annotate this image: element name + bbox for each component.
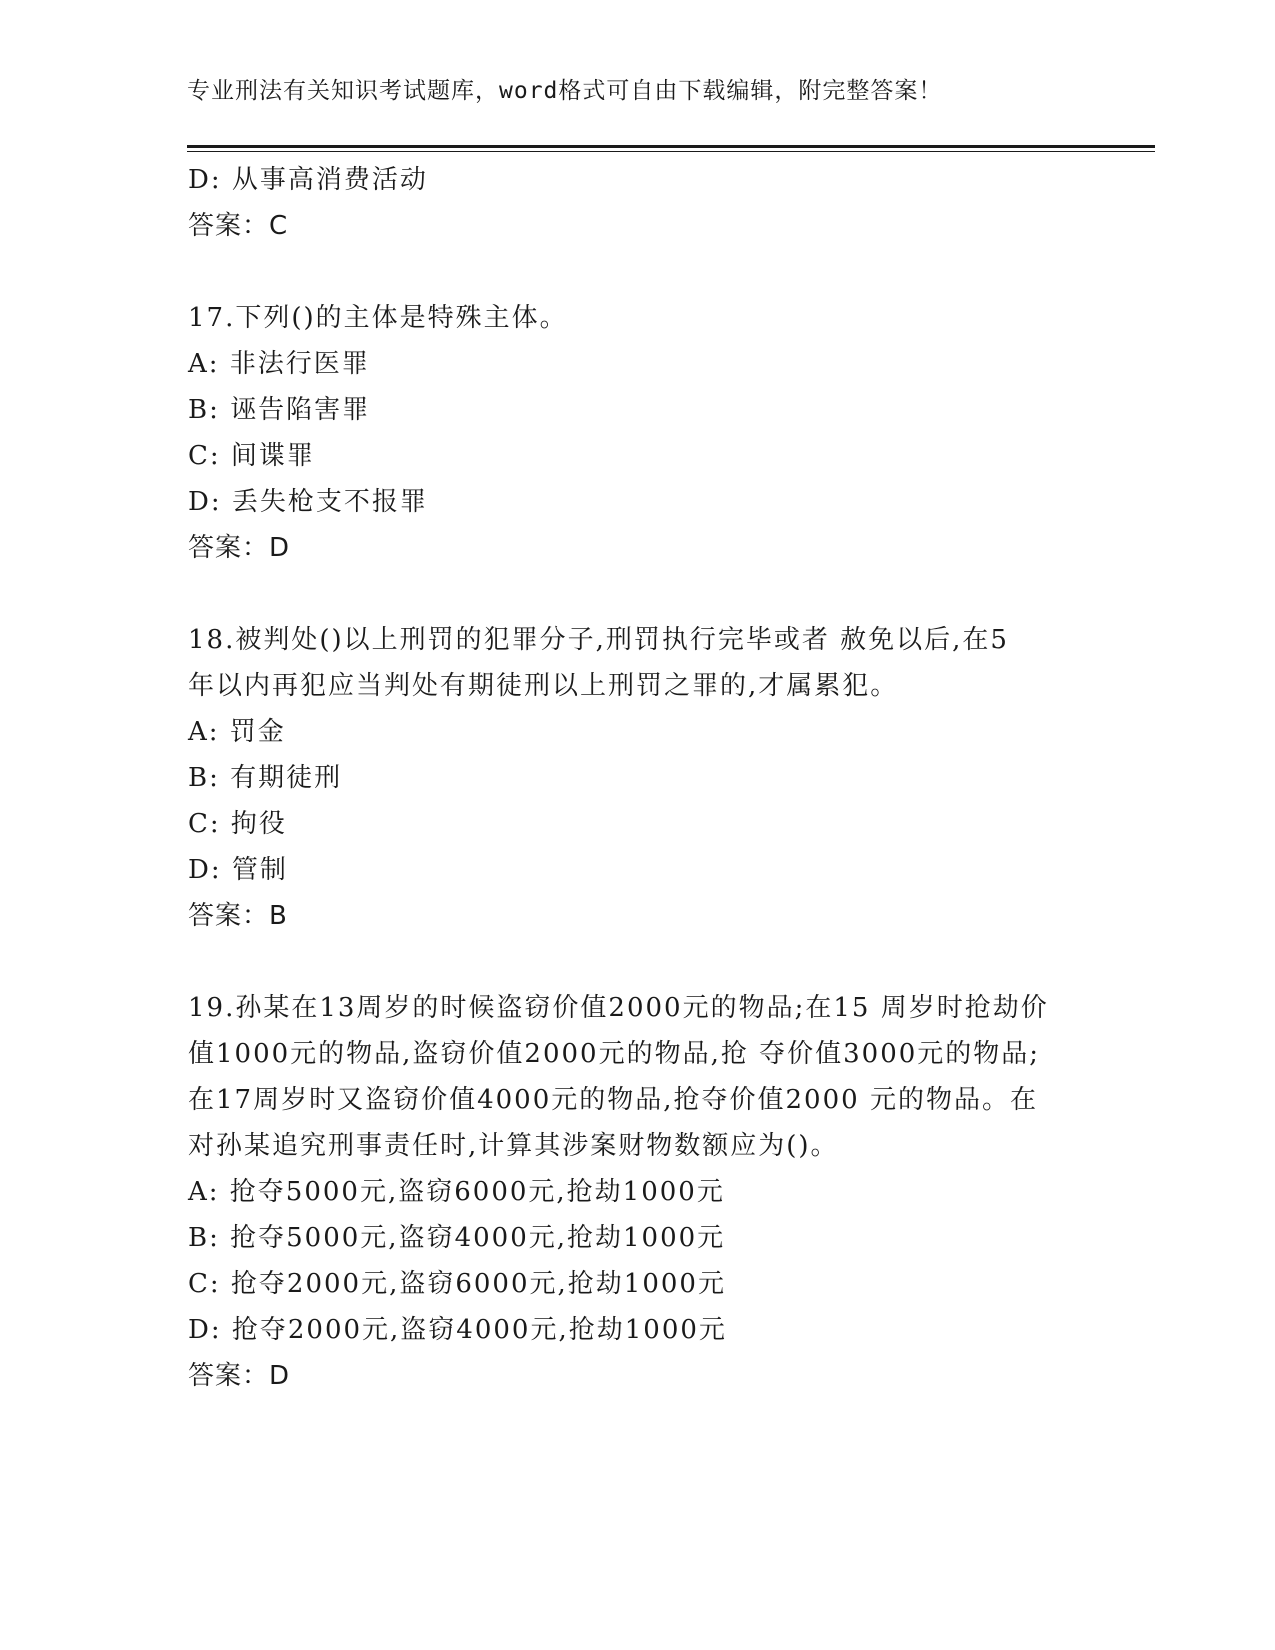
page-header: 专业刑法有关知识考试题库，word格式可自由下载编辑，附完整答案！ (187, 78, 943, 104)
header-rule-thick (187, 145, 1155, 148)
answer-line: 答案：D (188, 1361, 291, 1391)
answer-line: 答案：C (188, 211, 289, 241)
answer-line: 答案：B (188, 901, 288, 931)
option-b: B: 诬告陷害罪 (188, 395, 371, 425)
question-stem: 17.下列()的主体是特殊主体。 (188, 303, 568, 333)
question-stem-line-2: 年以内再犯应当判处有期徒刑以上刑罚之罪的,才属累犯。 (188, 671, 899, 701)
question-17 (188, 295, 1088, 571)
question-18 (188, 617, 1088, 939)
header-rule-thin (187, 151, 1155, 152)
option-d: D: 抢夺2000元,盗窃4000元,抢劫1000元 (188, 1315, 727, 1345)
option-c: C: 间谍罪 (188, 441, 315, 471)
spacer (188, 939, 1088, 985)
option-c: C: 拘役 (188, 809, 287, 839)
spacer (188, 249, 1088, 295)
question-19 (188, 985, 1088, 1399)
question-stem-line-1: 18.被判处()以上刑罚的犯罪分子,刑罚执行完毕或者 赦免以后,在5 (188, 625, 1009, 655)
option-a: A: 罚金 (188, 717, 286, 747)
option-d: D: 丢失枪支不报罪 (188, 487, 428, 517)
spacer (188, 571, 1088, 617)
option-d: D: 管制 (188, 855, 288, 885)
question-stem-line-1: 19.孙某在13周岁的时候盗窃价值2000元的物品;在15 周岁时抢劫价 (188, 993, 1049, 1023)
option-d: D: 从事高消费活动 (188, 165, 428, 195)
question-stem-line-2: 值1000元的物品,盗窃价值2000元的物品,抢 夺价值3000元的物品; (188, 1039, 1041, 1069)
option-b: B: 有期徒刑 (188, 763, 343, 793)
option-a: A: 非法行医罪 (188, 349, 370, 379)
option-b: B: 抢夺5000元,盗窃4000元,抢劫1000元 (188, 1223, 726, 1253)
question-list (188, 157, 1088, 1399)
answer-line: 答案：D (188, 533, 291, 563)
question-stem-line-4: 对孙某追究刑事责任时,计算其涉案财物数额应为()。 (188, 1131, 839, 1161)
option-c: C: 抢夺2000元,盗窃6000元,抢劫1000元 (188, 1269, 726, 1299)
prev-question-tail (188, 157, 1088, 249)
option-a: A: 抢夺5000元,盗窃6000元,抢劫1000元 (188, 1177, 725, 1207)
question-stem-line-3: 在17周岁时又盗窃价值4000元的物品,抢夺价值2000 元的物品。在 (188, 1085, 1038, 1115)
